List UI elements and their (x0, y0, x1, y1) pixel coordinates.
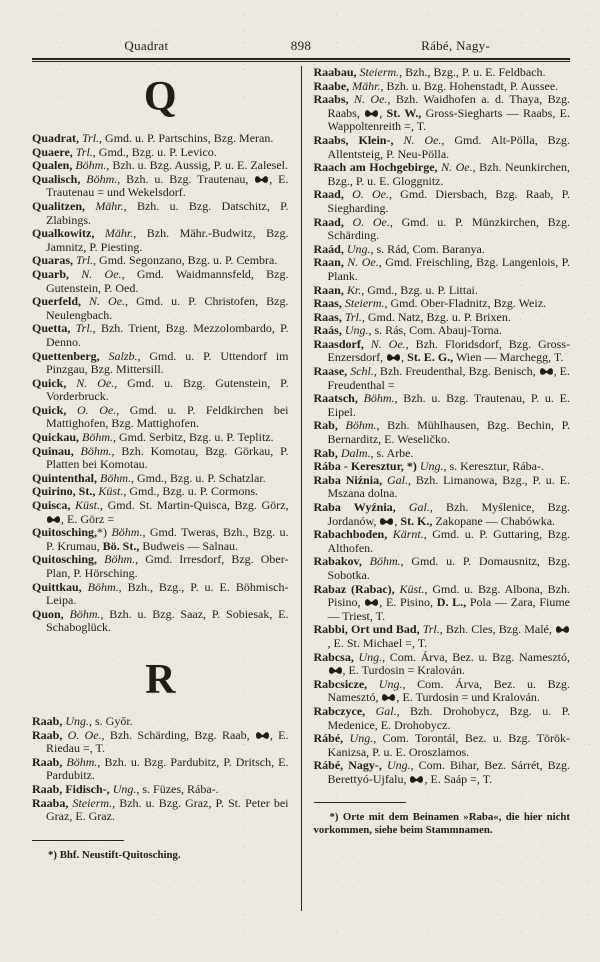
region-abbrev: Böhm. (75, 158, 107, 173)
entry-text: , Gmd. Alt-Pölla, Bzg. Allentsteig, P. Neu-Pölla. (327, 132, 570, 161)
entry-headword: Qualkowitz, (32, 226, 105, 241)
gazetteer-entry (32, 797, 289, 824)
posthorn-icon (46, 515, 61, 524)
region-abbrev: N. Oe. (370, 336, 406, 351)
gazetteer-entry (314, 161, 571, 188)
entry-headword: Raab, (32, 754, 67, 769)
posthorn-icon (409, 775, 424, 784)
entry-headword: Quetta, (32, 321, 76, 336)
region-abbrev: Trl. (76, 253, 94, 268)
entry-text: , Bzh. Limanowa, Bzg., P. u. E. Mszana dolna. (327, 472, 570, 501)
gazetteer-entry (314, 256, 571, 283)
entry-text: , Gmd. u. P. Guttaring, Bzg. Althofen. (327, 527, 571, 555)
gazetteer-entry (314, 651, 571, 678)
footnote-rule (314, 802, 406, 803)
region-abbrev: Mähr. (95, 198, 124, 213)
entry-headword: Raba Wyźnia, (313, 500, 409, 514)
region-abbrev: Trl. (75, 144, 93, 159)
entry-headword: Quisca, (32, 498, 75, 513)
posthorn-icon (539, 367, 554, 376)
entry-text: , Gmd. Ober-Fladnitz, Bzg. Weiz. (384, 296, 547, 311)
entry-headword: St. K., (400, 513, 433, 528)
entry-text: , Bzh., Bzg., P. u. E. Böhmisch-Leipa. (46, 579, 289, 608)
entry-headword: Raad, (313, 214, 353, 229)
entry-text: , E. Pisino, (379, 595, 437, 610)
region-abbrev: O. Oe. (352, 214, 390, 229)
entry-text: , Com. Bihar, Bez. Sárrét, Bzg. Berettyó-Ujfalu, (327, 758, 571, 786)
entry-headword: Quittkau, (32, 579, 88, 594)
entry-headword: Rab, (313, 445, 341, 460)
entry-headword: Raabau, (313, 65, 360, 79)
region-abbrev: Steierm. (359, 65, 400, 79)
text-columns (32, 66, 570, 911)
entry-headword: Quick, (32, 402, 77, 417)
region-abbrev: O. Oe. (67, 727, 102, 742)
gazetteer-entry (32, 608, 289, 635)
gazetteer-entry (314, 243, 571, 257)
gazetteer-entry (314, 338, 571, 365)
entry-text: , Gmd., Bzg. u. P. Levico. (92, 144, 217, 159)
gazetteer-entry (314, 134, 571, 161)
footnote: *) Orte mit dem Beinamen »Raba«, die hier nicht vorkommen, siehe beim Stammnamen. (313, 811, 570, 837)
entry-headword: Quinau, (32, 443, 81, 458)
entry-headword: Raasdorf, (313, 336, 371, 351)
entry-text: , Gmd., Bzg. u. P. Littai. (361, 282, 478, 297)
region-abbrev: Böhm. (80, 443, 112, 458)
region-abbrev: Böhm. (69, 606, 101, 621)
left-column (32, 66, 289, 862)
region-abbrev: Ung. (386, 758, 411, 773)
entry-headword: Rabcsa, (313, 649, 359, 664)
entry-headword: Raád, (313, 241, 347, 256)
entry-headword: Qualisch, (32, 171, 87, 186)
gazetteer-entry (32, 200, 289, 227)
entry-headword: Quickau, (32, 430, 83, 445)
region-abbrev: Küst. (399, 581, 425, 596)
gazetteer-entry (314, 732, 571, 759)
posthorn-icon (255, 731, 270, 740)
entry-headword: Raab, Fidisch-, (32, 781, 113, 796)
gazetteer-entry (314, 501, 571, 528)
entry-text: , Bzh. Mähr.-Budwitz, Bzg. Jamnitz, P. Piesting. (46, 226, 289, 254)
region-abbrev: Ung. (378, 676, 403, 691)
entry-headword: Raabs, (313, 92, 354, 107)
entry-text: , Bzh. Drohobycz, Bzg. u. P. Medenice, E. Drohobycz. (327, 703, 570, 732)
entry-text: , Bzh., Bzg., P. u. E. Feldbach. (399, 65, 546, 79)
entry-headword: Raba Niźnia, (313, 472, 387, 487)
gazetteer-entry (314, 678, 571, 705)
gazetteer-entry (32, 431, 289, 445)
region-abbrev: Mähr. (352, 78, 381, 93)
gazetteer-entry (314, 419, 571, 446)
region-abbrev: Böhm. (86, 171, 118, 186)
gazetteer-entry (32, 322, 289, 349)
region-abbrev: Böhm. (87, 579, 119, 594)
entry-headword: Raatsch, (313, 391, 364, 406)
entry-text: , Gmd., Bzg. u. P. Schatzlar. (131, 470, 266, 485)
entry-headword: Raás, (313, 323, 345, 338)
entry-text: Budweis — Salnau. (139, 538, 239, 553)
region-abbrev: N. Oe. (89, 294, 126, 309)
region-abbrev: Böhm. (369, 554, 401, 569)
entry-text: , Bzh. u. Bzg. Saaz, P. Sobiesak, E. Schaboglück. (46, 606, 289, 635)
entry-text: , Bzh. Schärding, Bzg. Raab, (101, 727, 255, 742)
gazetteer-entry (314, 311, 571, 325)
region-abbrev: Schl. (350, 364, 374, 379)
region-abbrev: Ung. (344, 323, 369, 338)
region-abbrev: Gal. (375, 703, 397, 718)
entry-headword: Raab, (32, 727, 68, 742)
entry-headword: Quadrat, (32, 131, 83, 145)
entry-headword: Raach am Hochgebirge, (313, 160, 442, 175)
entry-text: Zakopane — Chabówka. (432, 513, 556, 528)
gazetteer-entry (32, 553, 289, 580)
gazetteer-entry (32, 445, 289, 472)
entry-text: , Gmd. Tweras, Bzh., Bzg. u. P. Krumau, (46, 525, 289, 553)
gazetteer-entry (32, 756, 289, 783)
entry-text: , s. Füzes, Rába-. (136, 781, 219, 796)
entry-headword: Raabe, (313, 78, 353, 93)
entry-headword: Bö. St., (102, 538, 140, 553)
entry-headword: Rába - Keresztur, *) (313, 459, 420, 474)
entry-text: , Bzh. Mühlhausen, Bzg. Bechin, P. Bernarditz, E. Weseličko. (327, 418, 570, 447)
region-abbrev: N. Oe. (347, 255, 379, 270)
entry-headword: Rab, (313, 418, 346, 433)
gazetteer-entry (32, 472, 289, 486)
entry-text: , Bzh. u. Bzg. Hohenstadt, P. Aussee. (380, 78, 559, 93)
entry-text: , Gmd., Bzg. u. P. Cormons. (123, 484, 259, 499)
entry-text: , (401, 350, 408, 365)
entry-text: , Bzh. u. Bzg. Trautenau, P. u. E. Eipel. (327, 391, 570, 419)
entry-headword: Rabczyce, (313, 703, 376, 718)
entry-headword: St. W., (386, 105, 422, 120)
entry-headword: Rábé, Nagy-, (313, 758, 387, 773)
entry-text: , Gmd. u. P. Uttendorf im Pinzgau, Bzg. Mittersill. (46, 348, 289, 377)
entry-text: , Gmd. u. P. Partschins, Bzg. Meran. (99, 131, 274, 145)
region-abbrev: Gal. (408, 500, 430, 514)
region-abbrev: Böhm. (111, 525, 143, 540)
entry-text: , (394, 513, 401, 528)
region-abbrev: Mähr. (104, 226, 134, 241)
entry-text: Pola — Zara, Fiume — Triest, T. (327, 595, 571, 623)
page-number: 898 (290, 38, 312, 53)
header-rule (32, 58, 570, 62)
section-letter: Q (143, 74, 177, 120)
entry-text: , s. Rád, Com. Baranya. (370, 241, 485, 256)
entry-headword: Quon, (32, 606, 70, 621)
gazetteer-entry (314, 460, 571, 474)
gazetteer-entry (32, 377, 289, 404)
entry-headword: Rabaz (Rabac), (313, 581, 400, 596)
entry-text: , Com. Árva, Bez. u. Bzg. Namesztó, (382, 649, 570, 664)
entry-headword: Quaras, (32, 253, 77, 268)
gazetteer-entry (32, 146, 289, 160)
posthorn-icon (328, 666, 343, 675)
right-column (314, 66, 571, 837)
entry-headword: Quick, (32, 375, 77, 390)
entry-text: , Bzh. Neunkirchen, Bzg., P. u. E. Gloggnitz. (327, 160, 570, 188)
gazetteer-entry (32, 268, 289, 295)
gazetteer-entry (314, 365, 571, 392)
entry-text: , Bzh. u. Bzg. Graz, P. St. Peter bei Graz, E. Graz. (46, 795, 289, 824)
entry-headword: Raaba, (32, 795, 73, 810)
region-abbrev: Ung. (346, 241, 371, 256)
region-abbrev: Ung. (358, 649, 383, 664)
entry-headword: Raab, (32, 713, 66, 728)
gazetteer-entry (32, 729, 289, 756)
entry-headword: Quirino, St., (32, 484, 99, 499)
section-letter: R (145, 656, 176, 703)
entry-headword: Raad, (313, 187, 353, 202)
entry-text: , E. Riedau =, T. (46, 727, 289, 756)
region-abbrev: Böhm. (104, 552, 136, 567)
gazetteer-entry (32, 173, 289, 200)
gazetteer-entry (32, 485, 289, 499)
region-abbrev: Trl. (344, 309, 362, 324)
gazetteer-entry (314, 216, 571, 243)
entry-text: , Gmd. u. P. Feldkirchen bei Mattighofen, Bzg. Mattighofen. (46, 402, 289, 431)
gazetteer-entry (32, 526, 289, 553)
entry-headword: Quintenthal, (32, 470, 101, 485)
posthorn-icon (364, 109, 379, 118)
region-abbrev: Böhm. (66, 754, 98, 769)
gazetteer-entry (314, 759, 571, 786)
region-abbrev: Ung. (419, 459, 444, 474)
region-abbrev: Kr. (346, 282, 362, 297)
entry-headword: Rábé, (313, 731, 350, 746)
page-header (32, 38, 570, 54)
gazetteer-entry (314, 705, 571, 732)
entry-text: , E. Turdosin = und Kralován. (396, 690, 540, 705)
entry-headword: Raan, (313, 255, 348, 270)
entry-text: , s. Győr. (89, 713, 133, 728)
footnote: *) Bhf. Neustift-Quitosching. (48, 848, 181, 861)
region-abbrev: Böhm. (82, 430, 114, 445)
entry-headword: Raas, (313, 309, 345, 324)
gazetteer-entry (32, 350, 289, 377)
gazetteer-entry (314, 474, 571, 501)
entry-text: , s. Rás, Com. Abauj-Torna. (368, 323, 502, 338)
gazetteer-entry (314, 528, 571, 555)
entry-text: , Gmd. u. P. Domausnitz, Bzg. Sobotka. (327, 554, 570, 582)
region-abbrev: Böhm. (345, 418, 377, 433)
entry-text: , Bzh. Waidhofen a. d. Thaya, Bzg. Raabs, (327, 92, 570, 120)
region-abbrev: Küst. (74, 498, 100, 513)
entry-text: , E. Turdosin = Kralován. (342, 663, 465, 678)
entry-text: , E. Trautenau = und Wekelsdorf. (46, 171, 289, 200)
entry-headword: Quitosching, (32, 552, 105, 567)
gazetteer-entry (314, 324, 571, 338)
entry-headword: Rabakov, (313, 554, 370, 569)
region-abbrev: Trl. (422, 622, 440, 637)
entry-text: , Gmd. u. Bzg. Albona, Bzh. Pisino, (327, 581, 571, 610)
entry-text: , Bzh. Freudenthal, Bzg. Benisch, (373, 364, 539, 379)
entry-text: , Bzh. u. Bzg. Datschitz, P. Zlabings. (46, 198, 289, 227)
region-abbrev: Gal. (386, 472, 408, 487)
entry-headword: Rabbi, Ort und Bad, (313, 622, 423, 637)
entry-text: , Bzh. Cles, Bzg. Malé, (439, 622, 555, 637)
region-abbrev: O. Oe. (76, 402, 117, 417)
gazetteer-entry (314, 392, 571, 419)
gazetteer-entry (32, 254, 289, 268)
gazetteer-entry (314, 623, 571, 650)
entry-text: Wien — Marchegg, T. (453, 350, 564, 365)
entry-text: , Gmd. u. P. Münzkirchen, Bzg. Schärding. (327, 214, 570, 243)
posthorn-icon (364, 598, 379, 607)
entry-text: , Gmd. u. Bzg. Gutenstein, P. Vorderbruck. (46, 375, 289, 404)
entry-text: , Gmd. Irresdorf, Bzg. Ober-Plan, P. Hörsching. (46, 552, 289, 580)
entry-text: , Gmd. Serbitz, Bzg. u. P. Teplitz. (113, 430, 274, 445)
entry-headword: Rabachboden, (313, 527, 393, 542)
entry-text: , s. Keresztur, Rába-. (443, 459, 544, 474)
entry-text: , E. Saáp =, T. (424, 771, 493, 786)
entry-headword: Rabcsicze, (313, 676, 379, 691)
posthorn-icon (555, 625, 570, 634)
gazetteer-entry (32, 404, 289, 431)
posthorn-icon (379, 517, 394, 526)
header-left-keyword: Quadrat (124, 38, 169, 53)
entry-text: , Bzh. u. Bzg. Pardubitz, P. Dritsch, E. Pardubitz. (46, 754, 289, 783)
region-abbrev: Trl. (75, 321, 93, 336)
region-abbrev: Dalm. (340, 445, 371, 460)
entry-text: , Gmd. St. Martin-Quisca, Bzg. Görz, (100, 498, 289, 513)
region-abbrev: Salzb. (108, 348, 138, 363)
region-abbrev: Ung. (349, 731, 374, 746)
gazetteer-entry (314, 555, 571, 582)
region-abbrev: Küst. (98, 484, 124, 499)
posthorn-icon (381, 693, 396, 702)
region-abbrev: Böhm. (363, 391, 395, 406)
entry-text: , Bzh. Komotau, Bzg. Görkau, P. Platten bei Komotau. (46, 443, 289, 472)
region-abbrev: Kärnt. (392, 527, 424, 542)
header-right-keyword: Rábé, Nagy- (421, 38, 491, 53)
footnote-rule (32, 840, 124, 841)
entry-headword: Quaere, (32, 144, 76, 159)
region-abbrev: N. Oe. (81, 266, 122, 281)
gazetteer-entry (314, 66, 571, 80)
entry-headword: Raas, (313, 296, 345, 311)
entry-headword: Quitosching, (32, 525, 98, 540)
region-abbrev: N. Oe. (403, 132, 442, 147)
region-abbrev: Steierm. (72, 795, 113, 810)
entry-headword: Querfeld, (32, 294, 90, 309)
posthorn-icon (386, 353, 401, 362)
entry-text: , Com. Torontál, Bez. u. Bzg. Török-Kanizsa, P. u. E. Oroszlamos. (327, 731, 571, 759)
gazetteer-entry (32, 783, 289, 797)
gazetteer-entry (314, 583, 571, 624)
entry-text: , Gmd. Segonzano, Bzg. u. P. Cembra. (93, 253, 278, 268)
entry-text: , Gmd. Natz, Bzg. u. P. Brixen. (361, 309, 511, 324)
entry-text: , s. Arbe. (370, 445, 414, 460)
entry-headword: D. L., (436, 595, 467, 610)
entry-text: , Com. Árva, Bez. u. Bzg. Namesztó, (327, 676, 570, 705)
entry-text: , Bzh. u. Bzg. Trautenau, (117, 171, 255, 186)
entry-text: , Gmd. Waidmannsfeld, Bzg. Gutenstein, P. Oed. (46, 266, 289, 295)
gazetteer-entry (32, 499, 289, 526)
gazetteer-entry (314, 93, 571, 134)
entry-headword: Raan, (313, 282, 347, 297)
region-abbrev: Böhm. (100, 470, 132, 485)
gazetteer-entry (32, 159, 289, 173)
entry-headword: Qualitzen, (32, 198, 96, 213)
region-abbrev: Ung. (65, 713, 90, 728)
entry-text: , E. Freudenthal = (327, 364, 570, 392)
entry-text: , Gmd. Freischling, Bzg. Langenlois, P. Plank. (327, 255, 570, 283)
region-abbrev: O. Oe. (352, 187, 389, 202)
gazetteer-entry (314, 188, 571, 215)
entry-headword: St. E. G., (407, 350, 454, 365)
region-abbrev: N. Oe. (353, 92, 388, 107)
region-abbrev: Steierm. (344, 296, 385, 311)
posthorn-icon (254, 175, 269, 184)
entry-headword: Quarb, (32, 266, 82, 281)
entry-text: *) (97, 525, 112, 540)
gazetteer-entry (314, 284, 571, 298)
gazetteer-entry (32, 581, 289, 608)
region-abbrev: N. Oe. (76, 375, 115, 390)
gazetteer-entry (32, 295, 289, 322)
entry-headword: Raabs, Klein-, (313, 132, 404, 147)
entry-text: , Bzh. Floridsdorf, Bzg. Gross-Enzersdorf, (327, 336, 570, 365)
gazetteer-entry (32, 132, 289, 146)
gazetteer-entry (32, 715, 289, 729)
entry-text: Gross-Siegharts — Raabs, E. Wappoltenreith =, T. (327, 105, 570, 134)
entry-headword: Quettenberg, (32, 348, 109, 363)
entry-text: , Gmd. Diersbach, Bzg. Raab, P. Siegharding. (327, 187, 570, 215)
entry-text: , Bzh. u. Bzg. Aussig, P. u. E. Zalesel. (106, 158, 289, 173)
region-abbrev: Trl. (82, 131, 100, 145)
gazetteer-entry (314, 297, 571, 311)
entry-text: , Gmd. u. P. Christofen, Bzg. Neulengbach. (46, 294, 289, 322)
entry-text: , Bzh. Trient, Bzg. Mezzolombardo, P. Denno. (46, 321, 289, 349)
gazetteer-entry (314, 80, 571, 94)
gazetteer-entry (314, 447, 571, 461)
entry-headword: Raase, (313, 364, 351, 379)
region-abbrev: N. Oe. (441, 160, 473, 175)
region-abbrev: Ung. (112, 781, 137, 796)
entry-headword: Qualen, (32, 158, 76, 173)
gazetteer-entry (32, 227, 289, 254)
entry-text: , E. Görz = (61, 511, 115, 526)
entry-text: , E. St. Michael =, T. (327, 635, 428, 650)
column-divider (301, 66, 302, 911)
entry-text: , (379, 105, 387, 120)
entry-text: , Bzh. Myślenice, Bzg. Jordanów, (327, 500, 570, 528)
